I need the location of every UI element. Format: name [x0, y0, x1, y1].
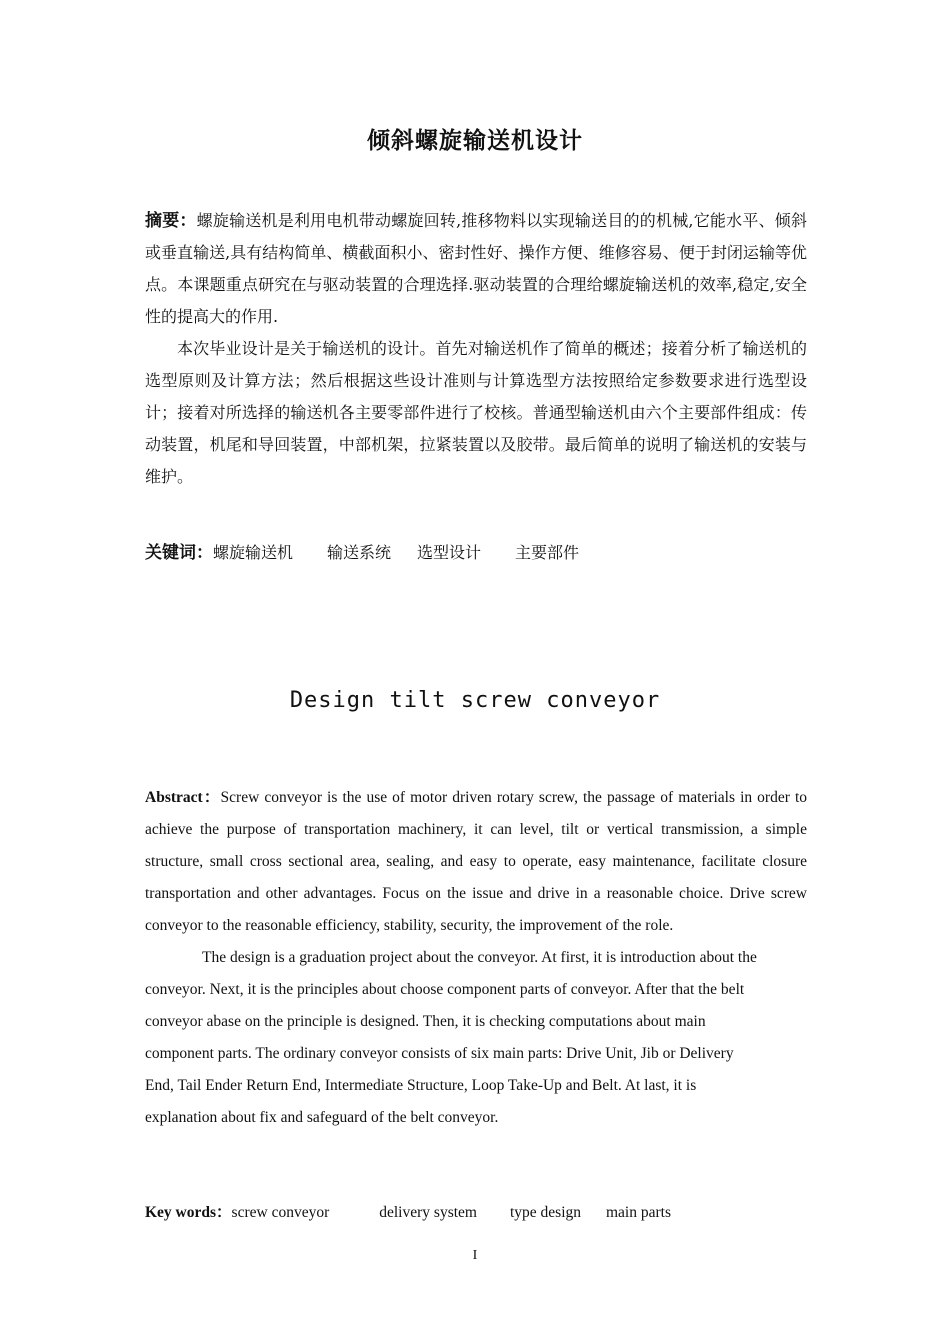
- english-keyword: screw conveyor: [231, 1204, 330, 1221]
- chinese-abstract: [145, 205, 807, 493]
- english-keywords: [145, 1197, 807, 1229]
- english-abstract-text-1: Screw conveyor is the use of motor driven rotary screw, the passage of materials in order to achieve the purpose of transportation machinery, it can level, tilt or vertical transmission, a simple structure, small cross sectional area, sealing, and easy to operate, easy maintenance, facilitate closure transportation and other advantages. Focus on the issue and drive in a reasonable choice. Drive screw conveyor to the reasonable efficiency, stability, security, the improvement of the role.: [145, 789, 807, 934]
- chinese-abstract-text-1: 螺旋输送机是利用电机带动螺旋回转,推移物料以实现输送目的的机械,它能水平、倾斜或垂直输送,具有结构简单、横截面积小、密封性好、操作方便、维修容易、便于封闭运输等优点。本课题重点研究在与驱动装置的合理选择.驱动装置的合理给螺旋输送机的效率,稳定,安全性的提高大的作用.: [145, 211, 807, 326]
- english-abstract-line: component parts. The ordinary conveyor consists of six main parts: Drive Unit, Jib or Delivery: [145, 1045, 734, 1062]
- chinese-title: 倾斜螺旋输送机设计: [367, 128, 583, 154]
- english-abstract-paragraph-1: [145, 782, 807, 942]
- english-abstract-paragraph-2: [145, 942, 807, 1134]
- english-abstract-label: Abstract：: [145, 789, 221, 806]
- chinese-keyword: 选型设计: [417, 543, 482, 562]
- chinese-keyword: 螺旋输送机: [213, 543, 294, 562]
- english-keyword: type design: [509, 1204, 581, 1221]
- page-number: I: [472, 1248, 478, 1263]
- chinese-abstract-paragraph-1: [145, 205, 807, 333]
- english-keywords-label: Key words：: [145, 1204, 232, 1221]
- chinese-abstract-paragraph-2: 本次毕业设计是关于输送机的设计。首先对输送机作了简单的概述；接着分析了输送机的选型原则及计算方法；然后根据这些设计准则与计算选型方法按照给定参数要求进行选型设计；接着对所选择的输送机各主要零部件进行了校核。普通型输送机由六个主要部件组成：传动装置，机尾和导回装置，中部机架，拉紧装置以及胶带。最后简单的说明了输送机的安装与维护。: [145, 339, 807, 486]
- english-keyword: delivery system: [379, 1204, 477, 1221]
- chinese-keywords-label: 关键词：: [145, 543, 213, 563]
- english-abstract-line: conveyor. Next, it is the principles about choose component parts of conveyor. After that the belt: [145, 981, 745, 998]
- chinese-keyword: 主要部件: [515, 543, 580, 562]
- chinese-keyword: 输送系统: [327, 543, 392, 562]
- english-abstract-line: End, Tail Ender Return End, Intermediate Structure, Loop Take-Up and Belt. At last, it is: [145, 1077, 697, 1094]
- chinese-keywords: [145, 537, 807, 569]
- english-title: Design tilt screw conveyor: [289, 688, 661, 713]
- english-abstract-line: explanation about fix and safeguard of the belt conveyor.: [145, 1109, 499, 1126]
- english-abstract-line: The design is a graduation project about the conveyor. At first, it is introduction about the: [202, 949, 757, 966]
- english-abstract: [145, 782, 807, 1134]
- english-abstract-line: conveyor abase on the principle is designed. Then, it is checking computations about main: [145, 1013, 706, 1030]
- english-keyword: main parts: [606, 1204, 671, 1221]
- chinese-abstract-label: 摘要：: [145, 211, 197, 231]
